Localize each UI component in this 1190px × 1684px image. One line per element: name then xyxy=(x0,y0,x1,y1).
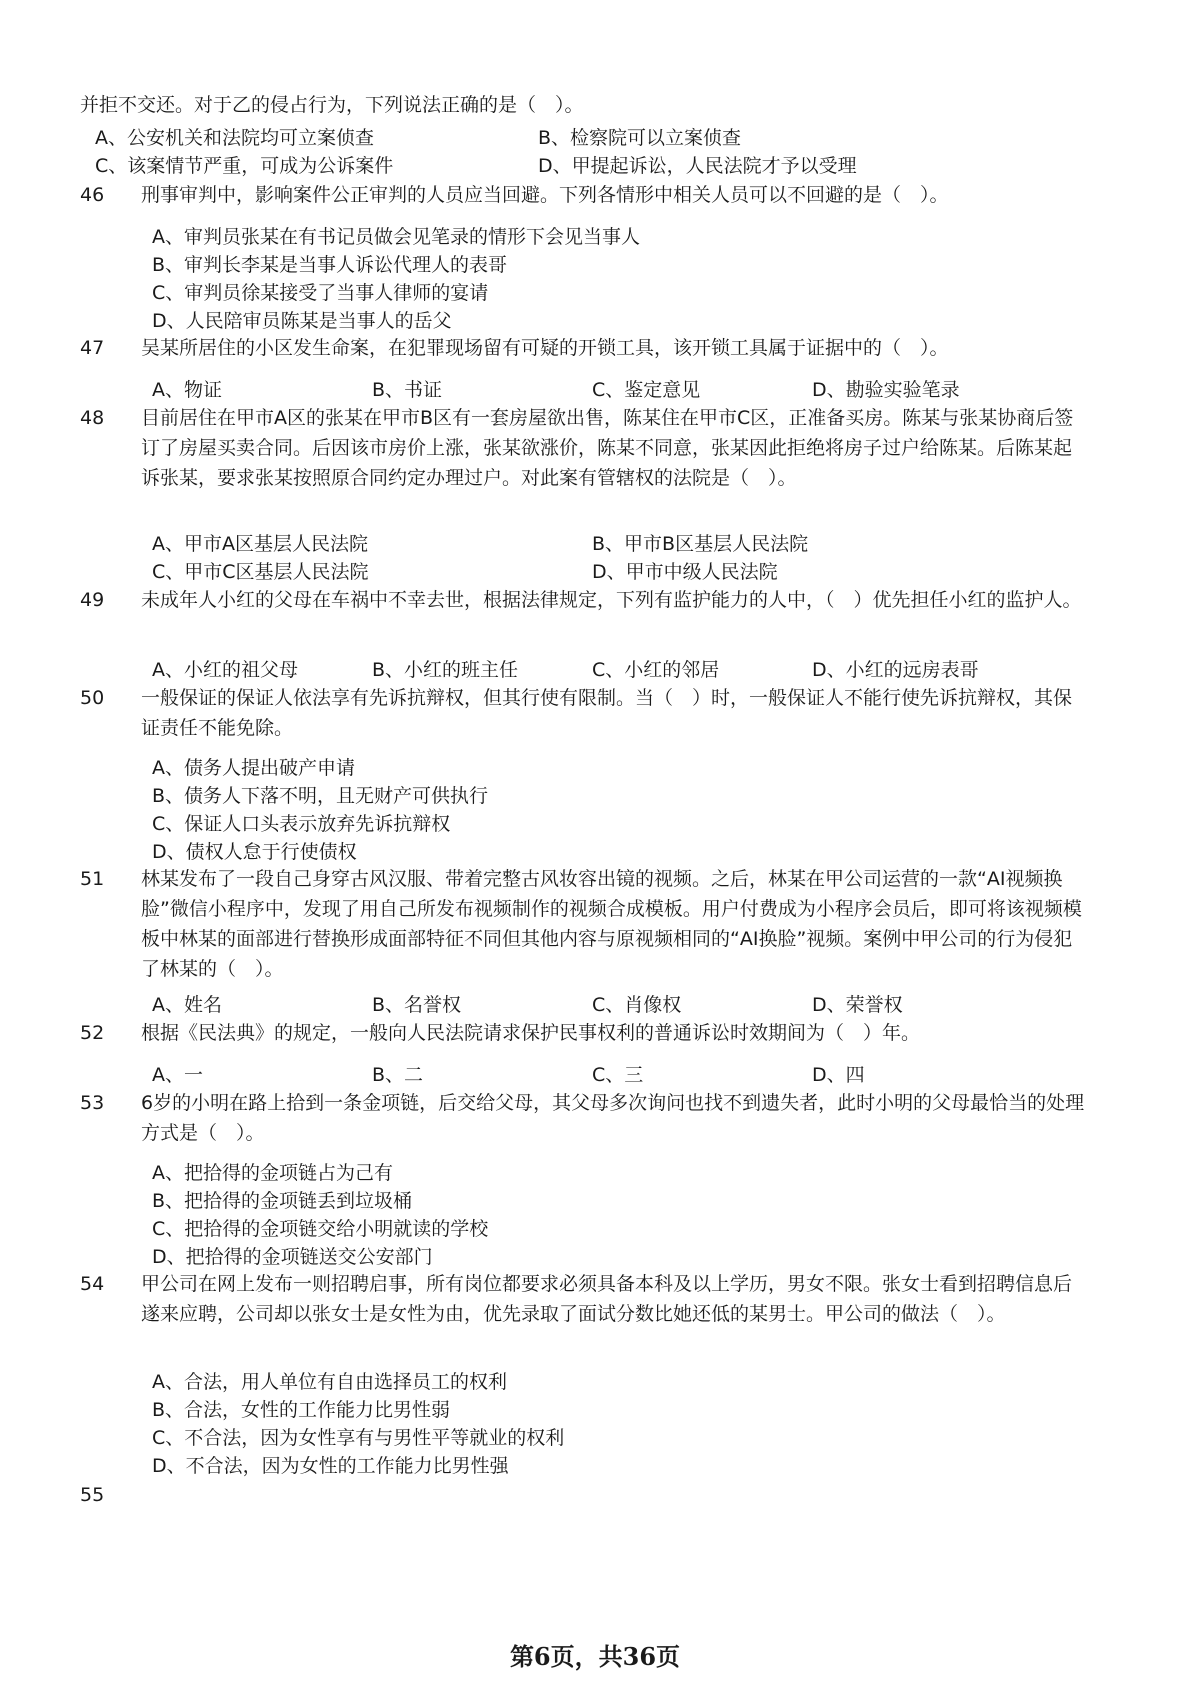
option-b: B、二 xyxy=(372,1064,424,1086)
question-text: 刑事审判中，影响案件公正审判的人员应当回避。下列各情形中相关人员可以不回避的是（ ）。 xyxy=(141,184,949,206)
option-a: A、合法，用人单位有自由选择员工的权利 xyxy=(152,1371,507,1393)
option-d: D、把拾得的金项链送交公安部门 xyxy=(152,1246,433,1268)
option-b: B、检察院可以立案侦查 xyxy=(538,127,742,149)
question-number: 55 xyxy=(80,1484,105,1506)
option-c: C、保证人口头表示放弃先诉抗辩权 xyxy=(152,813,451,835)
option-d: D、人民陪审员陈某是当事人的岳父 xyxy=(152,310,452,332)
option-b: B、甲市B区基层人民法院 xyxy=(592,533,809,555)
question-number: 47 xyxy=(80,337,105,359)
option-a: A、债务人提出破产申请 xyxy=(152,757,355,779)
question-text: 未成年人小红的父母在车祸中不幸去世，根据法律规定，下列有监护能力的人中，（ ）优先担任小红的监护人。 xyxy=(141,589,1082,611)
option-b: B、把拾得的金项链丢到垃圾桶 xyxy=(152,1190,413,1212)
question-text: 一般保证的保证人依法享有先诉抗辩权，但其行使有限制。当（ ）时，一般保证人不能行使先诉抗辩权，其保证责任不能免除。 xyxy=(141,687,1073,739)
option-a: A、小红的祖父母 xyxy=(152,659,298,681)
option-a: A、甲市A区基层人民法院 xyxy=(152,533,368,555)
option-d: D、甲市中级人民法院 xyxy=(592,561,778,583)
option-a: A、一 xyxy=(152,1064,203,1086)
question-text: 目前居住在甲市A区的张某在甲市B区有一套房屋欲出售，陈某住在甲市C区，正准备买房。陈某与张某协商后签订了房屋买卖合同。后因该市房价上涨，张某欲涨价，陈某不同意，张某因此拒绝将房子过户给陈某。后陈某起诉张某，要求张某按照原合同约定办理过户。对此案有管辖权的法院是（ ）。 xyxy=(141,407,1074,489)
option-c: C、把拾得的金项链交给小明就读的学校 xyxy=(152,1218,489,1240)
option-a: A、公安机关和法院均可立案侦查 xyxy=(95,127,374,149)
option-b: B、名誉权 xyxy=(372,994,462,1016)
option-d: D、债权人怠于行使债权 xyxy=(152,841,357,863)
option-a: A、姓名 xyxy=(152,994,222,1016)
option-c: C、小红的邻居 xyxy=(592,659,720,681)
question-number: 53 xyxy=(80,1092,105,1114)
option-d: D、勘验实验笔录 xyxy=(812,379,960,401)
question-text: 6岁的小明在路上拾到一条金项链，后交给父母，其父母多次询问也找不到遗失者，此时小明的父母最恰当的处理方式是（ ）。 xyxy=(141,1092,1085,1144)
question-text: 林某发布了一段自己身穿古风汉服、带着完整古风妆容出镜的视频。之后，林某在甲公司运营的一款“AI视频换脸”微信小程序中，发现了用自己所发布视频制作的视频合成模板。用户付费成为小程序会员后，即可将该视频模板中林某的面部进行替换形成面部特征不同但其他内容与原视频相同的“AI换脸”视频。案例中甲公司的行为侵犯了林某的（ ）。 xyxy=(141,868,1082,980)
question-number: 51 xyxy=(80,868,105,890)
option-b: B、审判长李某是当事人诉讼代理人的表哥 xyxy=(152,254,508,276)
option-b: B、书证 xyxy=(372,379,443,401)
question-number: 46 xyxy=(80,184,105,206)
question-number: 50 xyxy=(80,687,105,709)
option-b: B、小红的班主任 xyxy=(372,659,519,681)
option-a: A、审判员张某在有书记员做会见笔录的情形下会见当事人 xyxy=(152,226,640,248)
page-footer: 第6页，共36页 xyxy=(509,1642,681,1671)
question-number: 49 xyxy=(80,589,105,611)
option-c: C、肖像权 xyxy=(592,994,682,1016)
option-c: C、不合法，因为女性享有与男性平等就业的权利 xyxy=(152,1427,565,1449)
option-c: C、该案情节严重，可成为公诉案件 xyxy=(95,155,394,177)
option-b: B、合法，女性的工作能力比男性弱 xyxy=(152,1399,451,1421)
question-text: 吴某所居住的小区发生命案，在犯罪现场留有可疑的开锁工具，该开锁工具属于证据中的（ ）。 xyxy=(141,337,949,359)
option-a: A、物证 xyxy=(152,379,222,401)
question-continuation-text: 并拒不交还。对于乙的侵占行为，下列说法正确的是（ ）。 xyxy=(80,94,584,116)
option-d: D、甲提起诉讼，人民法院才予以受理 xyxy=(538,155,857,177)
option-c: C、三 xyxy=(592,1064,644,1086)
option-c: C、鉴定意见 xyxy=(592,379,701,401)
question-text: 根据《民法典》的规定，一般向人民法院请求保护民事权利的普通诉讼时效期间为（ ）年。 xyxy=(141,1022,921,1044)
question-number: 54 xyxy=(80,1273,105,1295)
option-d: D、小红的远房表哥 xyxy=(812,659,979,681)
option-d: D、荣誉权 xyxy=(812,994,903,1016)
question-number: 52 xyxy=(80,1022,105,1044)
option-b: B、债务人下落不明，且无财产可供执行 xyxy=(152,785,489,807)
option-d: D、四 xyxy=(812,1064,865,1086)
option-a: A、把拾得的金项链占为己有 xyxy=(152,1162,393,1184)
question-number: 48 xyxy=(80,407,105,429)
option-d: D、不合法，因为女性的工作能力比男性强 xyxy=(152,1455,509,1477)
question-text: 甲公司在网上发布一则招聘启事，所有岗位都要求必须具备本科及以上学历，男女不限。张女士看到招聘信息后遂来应聘，公司却以张女士是女性为由，优先录取了面试分数比她还低的某男士。甲公司的做法（ ）。 xyxy=(141,1273,1073,1325)
option-c: C、甲市C区基层人民法院 xyxy=(152,561,369,583)
option-c: C、审判员徐某接受了当事人律师的宴请 xyxy=(152,282,489,304)
